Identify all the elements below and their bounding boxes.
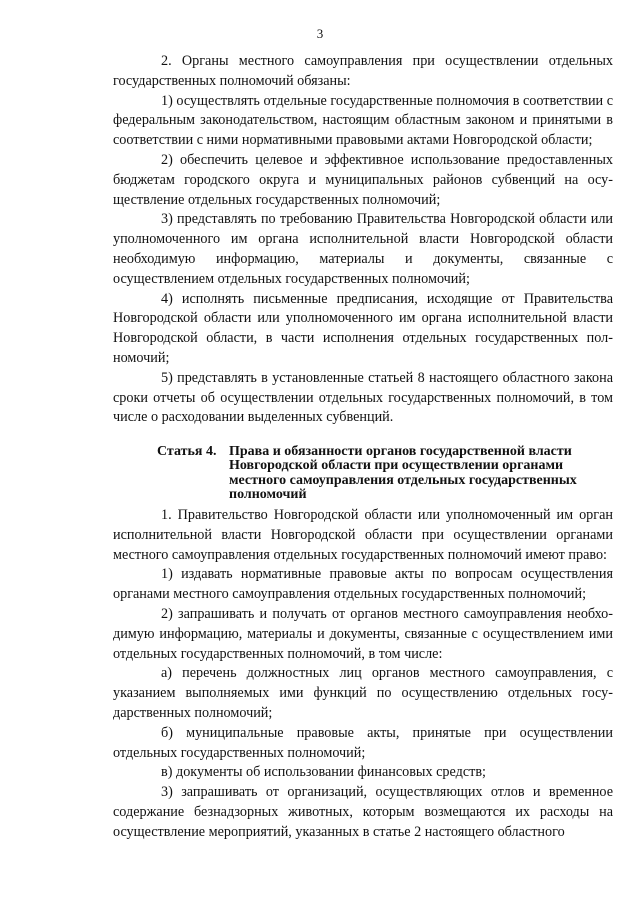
article-title: Права и обязанности органов государственной власти Новгородской области при осуществлении органами местного самоуправления отдельных государственных полномочий — [229, 444, 577, 502]
paragraph: 2) запрашивать и получать от органов местного самоуправления необходимую информацию, материалы и документы, связанные с осуществлением ими отдельных государственных полномочий, в том числе: — [113, 605, 613, 662]
paragraph: 1) осуществлять отдельные государственные полномочия в соответствии с федеральным законодательством, настоящим областным законом и принятыми в соответствии с ними нормативными правовыми актами Новгородской области; — [113, 92, 613, 149]
paragraph: в) документы об использовании финансовых средств; — [161, 764, 486, 781]
paragraph: 2) обеспечить целевое и эффективное использование предоставленных бюджетам городского округа и муниципальных районов субвенций на осуществление отдельных государственных полномочий; — [113, 151, 613, 208]
paragraph: 2. Органы местного самоуправления при осуществлении отдельных государственных полномочий обязаны: — [113, 53, 613, 89]
paragraph: 1. Правительство Новгородской области или уполномоченный им орган исполнительной власти Новгородской области при осуществлении органами местного самоуправления отдельных государственных полномочий имеют право: — [113, 506, 613, 563]
paragraph: 1) издавать нормативные правовые акты по вопросам осуществления органами местного самоуправления отдельных государственных полномочий; — [113, 566, 613, 603]
article-label: Статья 4. — [157, 444, 217, 460]
paragraph: 5) представлять в установленные статьей 8 настоящего областного закона сроки отчеты об осуществлении отдельных государственных полномочий, в том числе о расходовании выделенных субвенций. — [113, 369, 613, 426]
paragraph: 3) запрашивать от организаций, осуществляющих отлов и временное содержание безнадзорных животных, которым возмещаются их расходы на осуществление мероприятий, указанных в статье 2 настоящего областного — [113, 784, 613, 840]
article-heading — [113, 445, 613, 502]
paragraph: б) муниципальные правовые акты, принятые при осуществлении отдельных государственных полномочий; — [113, 724, 613, 761]
paragraph: 3) представлять по требованию Правительства Новгородской области или уполномоченного им органа исполнительной власти Новгородской области необходимую информацию, материалы и документы, связанные с осуществлением отдельных государственных полномочий; — [113, 211, 613, 287]
paragraph: 4) исполнять письменные предписания, исходящие от Правительства Новгородской области или уполномоченного им органа исполнительной власти Новгородской области, в части исполнения отдельных государственных полномочий; — [113, 290, 613, 366]
page-number: 3 — [316, 26, 324, 41]
paragraph: а) перечень должностных лиц органов местного самоуправления, с указанием выполняемых ими функций по осуществлению отдельных государственных полномочий; — [113, 665, 613, 721]
document-body — [113, 52, 613, 843]
